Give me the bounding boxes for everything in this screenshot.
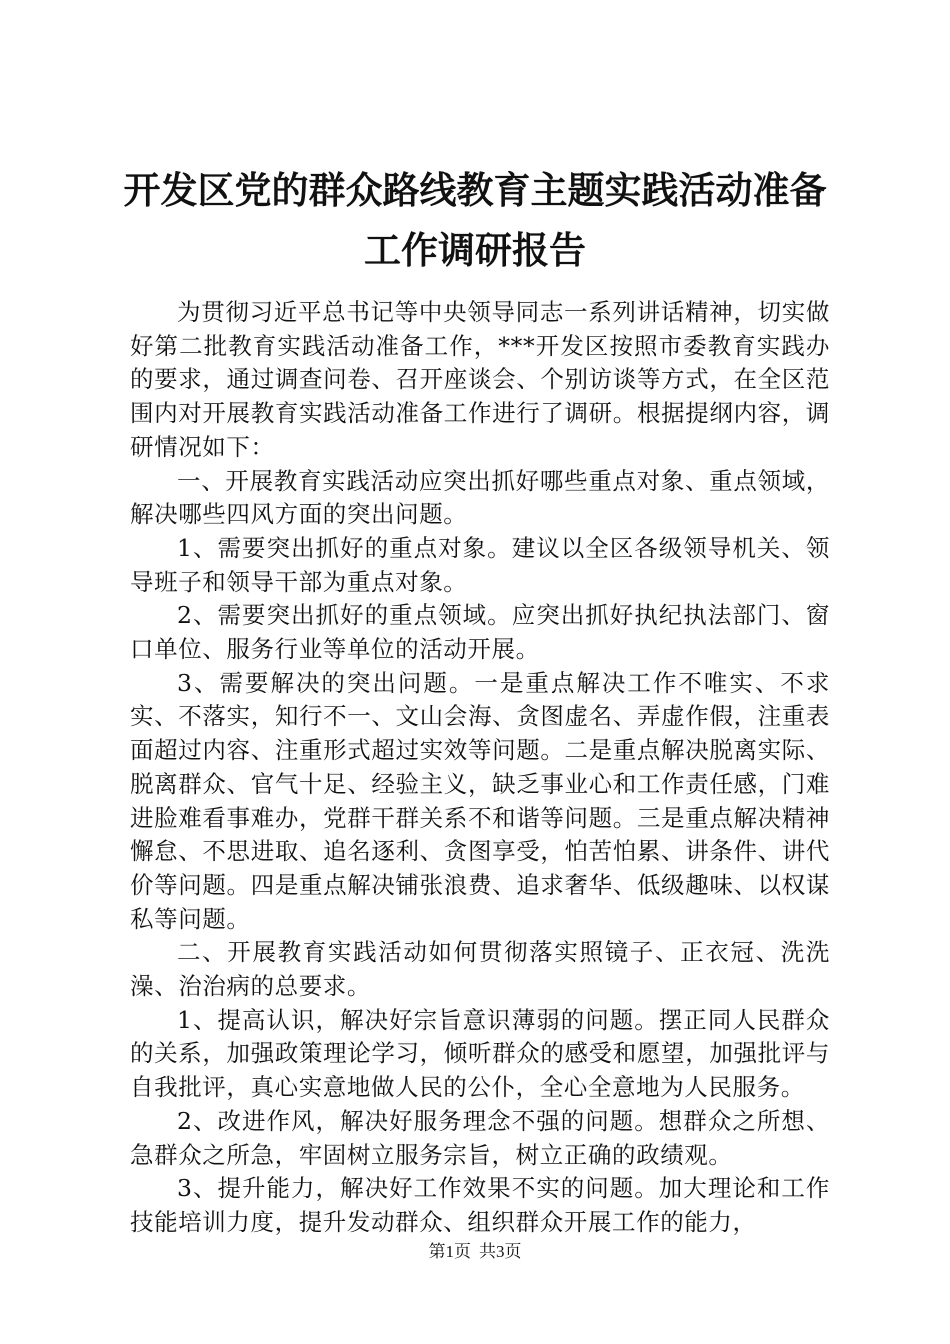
paragraph-2-1: 1、提高认识，解决好宗旨意识薄弱的问题。摆正同人民群众的关系，加强政策理论学习，倾听群众的感受和愿望，加强批评与自我批评，真心实意地做人民的公仆，全心全意地为人民服务。 [130, 1005, 830, 1102]
paragraph-section-2-heading: 二、开展教育实践活动如何贯彻落实照镜子、正衣冠、洗洗澡、治治病的总要求。 [130, 938, 830, 1001]
page-total: 共3页 [479, 1242, 522, 1261]
paragraph-2-2: 2、改进作风，解决好服务理念不强的问题。想群众之所想、急群众之所急，牢固树立服务宗旨，树立正确的政绩观。 [130, 1106, 830, 1169]
paragraph-1-1: 1、需要突出抓好的重点对象。建议以全区各级领导机关、领导班子和领导干部为重点对象。 [130, 533, 830, 596]
document-body [130, 296, 830, 1240]
paragraph-1-3: 3、需要解决的突出问题。一是重点解决工作不唯实、不求实、不落实，知行不一、文山会海、贪图虚名、弄虚作假，注重表面超过内容、注重形式超过实效等问题。二是重点解决脱离实际、脱离群众、官气十足、经验主义，缺乏事业心和工作责任感，门难进脸难看事难办，党群干群关系不和谐等问题。三是重点解决精神懈怠、不思进取、追名逐利、贪图享受，怕苦怕累、讲条件、讲代价等问题。四是重点解决铺张浪费、追求奢华、低级趣味、以权谋私等问题。 [130, 668, 830, 933]
document-title: 开发区党的群众路线教育主题实践活动准备工作调研报告 [123, 168, 827, 272]
page-footer [0, 1240, 950, 1264]
paragraph-intro: 为贯彻习近平总书记等中央领导同志一系列讲话精神，切实做好第二批教育实践活动准备工作，***开发区按照市委教育实践办的要求，通过调查问卷、召开座谈会、个别访谈等方式，在全区范围内对开展教育实践活动准备工作进行了调研。根据提纲内容，调研情况如下： [130, 298, 830, 461]
paragraph-1-2: 2、需要突出抓好的重点领域。应突出抓好执纪执法部门、窗口单位、服务行业等单位的活动开展。 [130, 601, 830, 664]
page-number: 第1页 [428, 1242, 471, 1261]
paragraph-section-1-heading: 一、开展教育实践活动应突出抓好哪些重点对象、重点领域，解决哪些四风方面的突出问题。 [130, 466, 830, 529]
paragraph-2-3: 3、提升能力，解决好工作效果不实的问题。加大理论和工作技能培训力度，提升发动群众、组织群众开展工作的能力， [130, 1174, 830, 1236]
